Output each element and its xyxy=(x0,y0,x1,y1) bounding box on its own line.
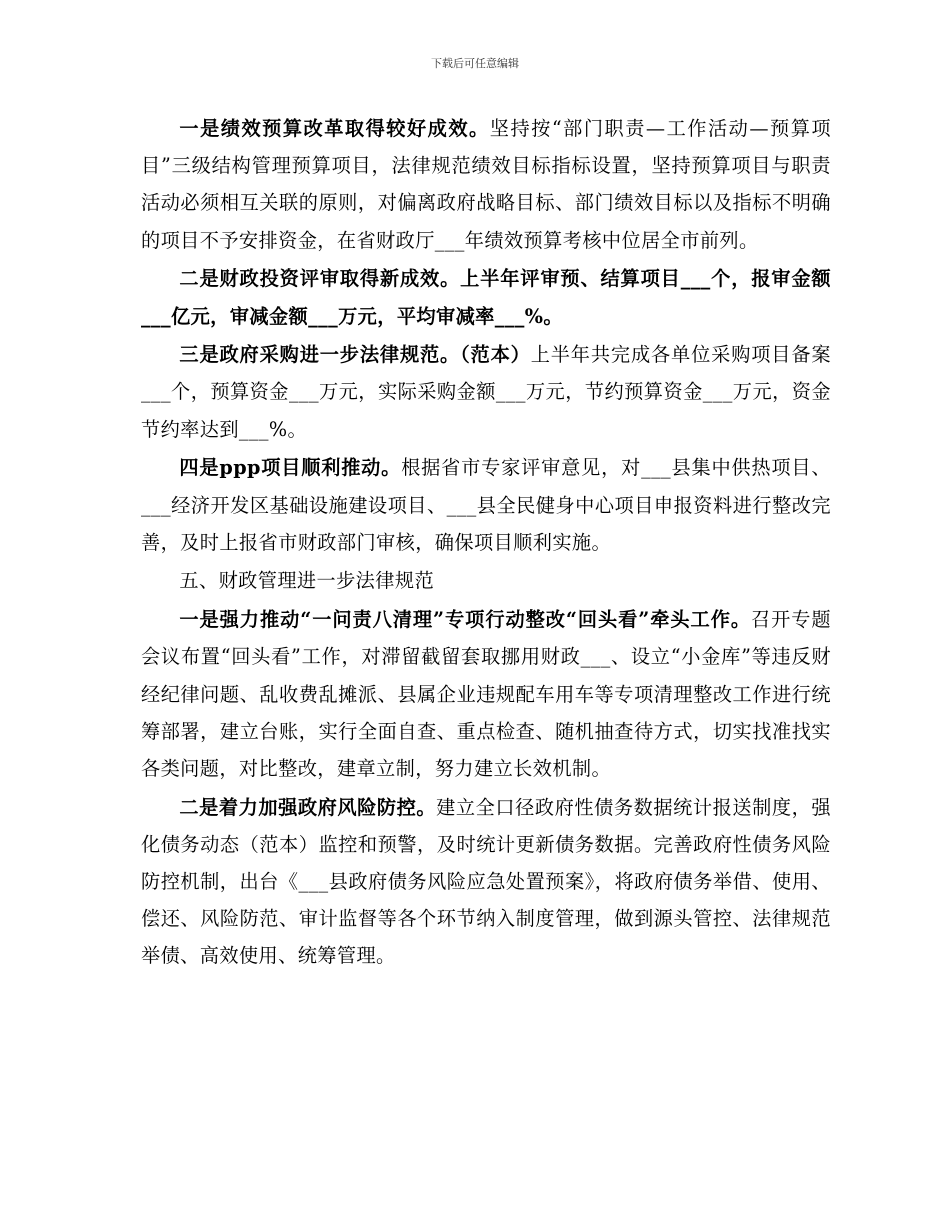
paragraph-lead: 四是ppp项目顺利推动。 xyxy=(179,456,402,480)
paragraph-lead: 二是财政投资评审取得新成效。 xyxy=(179,267,461,291)
paragraph-text: 坚持按“部门职责—工作活动—预算项目”三级结构管理预算项目，法律规范绩效目标指标设置，坚持预算项目与职责活动必须相互关联的原则，对偏离政府战略目标、部门绩效目标以及指标不明确的项目不予安排资金，在省财政厅___年绩效预算考核中位居全市前列。 xyxy=(141,117,832,252)
paragraph-ppp xyxy=(141,449,831,561)
paragraph-text: 召开专题会议布置“回头看”工作，对滞留截留套取挪用财政___、设立“小金库”等违反财经纪律问题、乱收费乱摊派、县属企业违规配车用车等专项清理整改工作进行统筹部署，建立台账，实行全面自查、重点检查、随机抽查待方式，切实找准找实各类问题，对比整改，建章立制，努力建立长效机制。 xyxy=(141,608,831,780)
paragraph-lead: 一是强力推动“一问责八清理”专项行动整改“回头看”牵头工作。 xyxy=(179,608,751,632)
section-heading-text: 五、财政管理进一步法律规范 xyxy=(179,569,435,593)
paragraph-text: 建立全口径政府性债务数据统计报送制度，强化债务动态（范本）监控和预警，及时统计更新债务数据。完善政府性债务风险防控机制，出台《___县政府债务风险应急处置预案》，将政府债务举借、使用、偿还、风险防范、审计监督等各个环节纳入制度管理，做到源头管控、法律规范举债、高效使用、统筹管理。 xyxy=(141,795,832,968)
paragraph-text: 根据省市专家评审意见，对___县集中供热项目、___经济开发区基础设施建设项目、___县全民健身中心项目申报资料进行整改完善，及时上报省市财政部门审核，确保项目顺利实施。 xyxy=(141,456,831,554)
paragraph-text: 上半年评审预、结算项目___个，报审金额___亿元，审减金额___万元，平均审减率___%。 xyxy=(141,267,831,328)
paragraph-text: 上半年共完成各单位采购项目备案___个，预算资金___万元，实际采购金额___万元，节约预算资金___万元，资金节约率达到___%。 xyxy=(141,343,831,441)
document-body xyxy=(141,110,831,975)
page-header: 下载后可任意编辑 xyxy=(431,57,519,70)
paragraph-performance-budget xyxy=(141,110,831,259)
paragraph-procurement xyxy=(141,336,831,448)
paragraph-lead: 一是绩效预算改革取得较好成效。 xyxy=(179,117,490,140)
paragraph-investment-review xyxy=(141,260,831,334)
paragraph-accountability xyxy=(141,601,831,787)
paragraph-risk-control xyxy=(141,789,831,975)
paragraph-lead: 三是政府采购进一步法律规范。（范本） xyxy=(179,343,531,367)
paragraph-lead: 二是着力加强政府风险防控。 xyxy=(179,795,437,819)
section-heading xyxy=(141,562,831,599)
